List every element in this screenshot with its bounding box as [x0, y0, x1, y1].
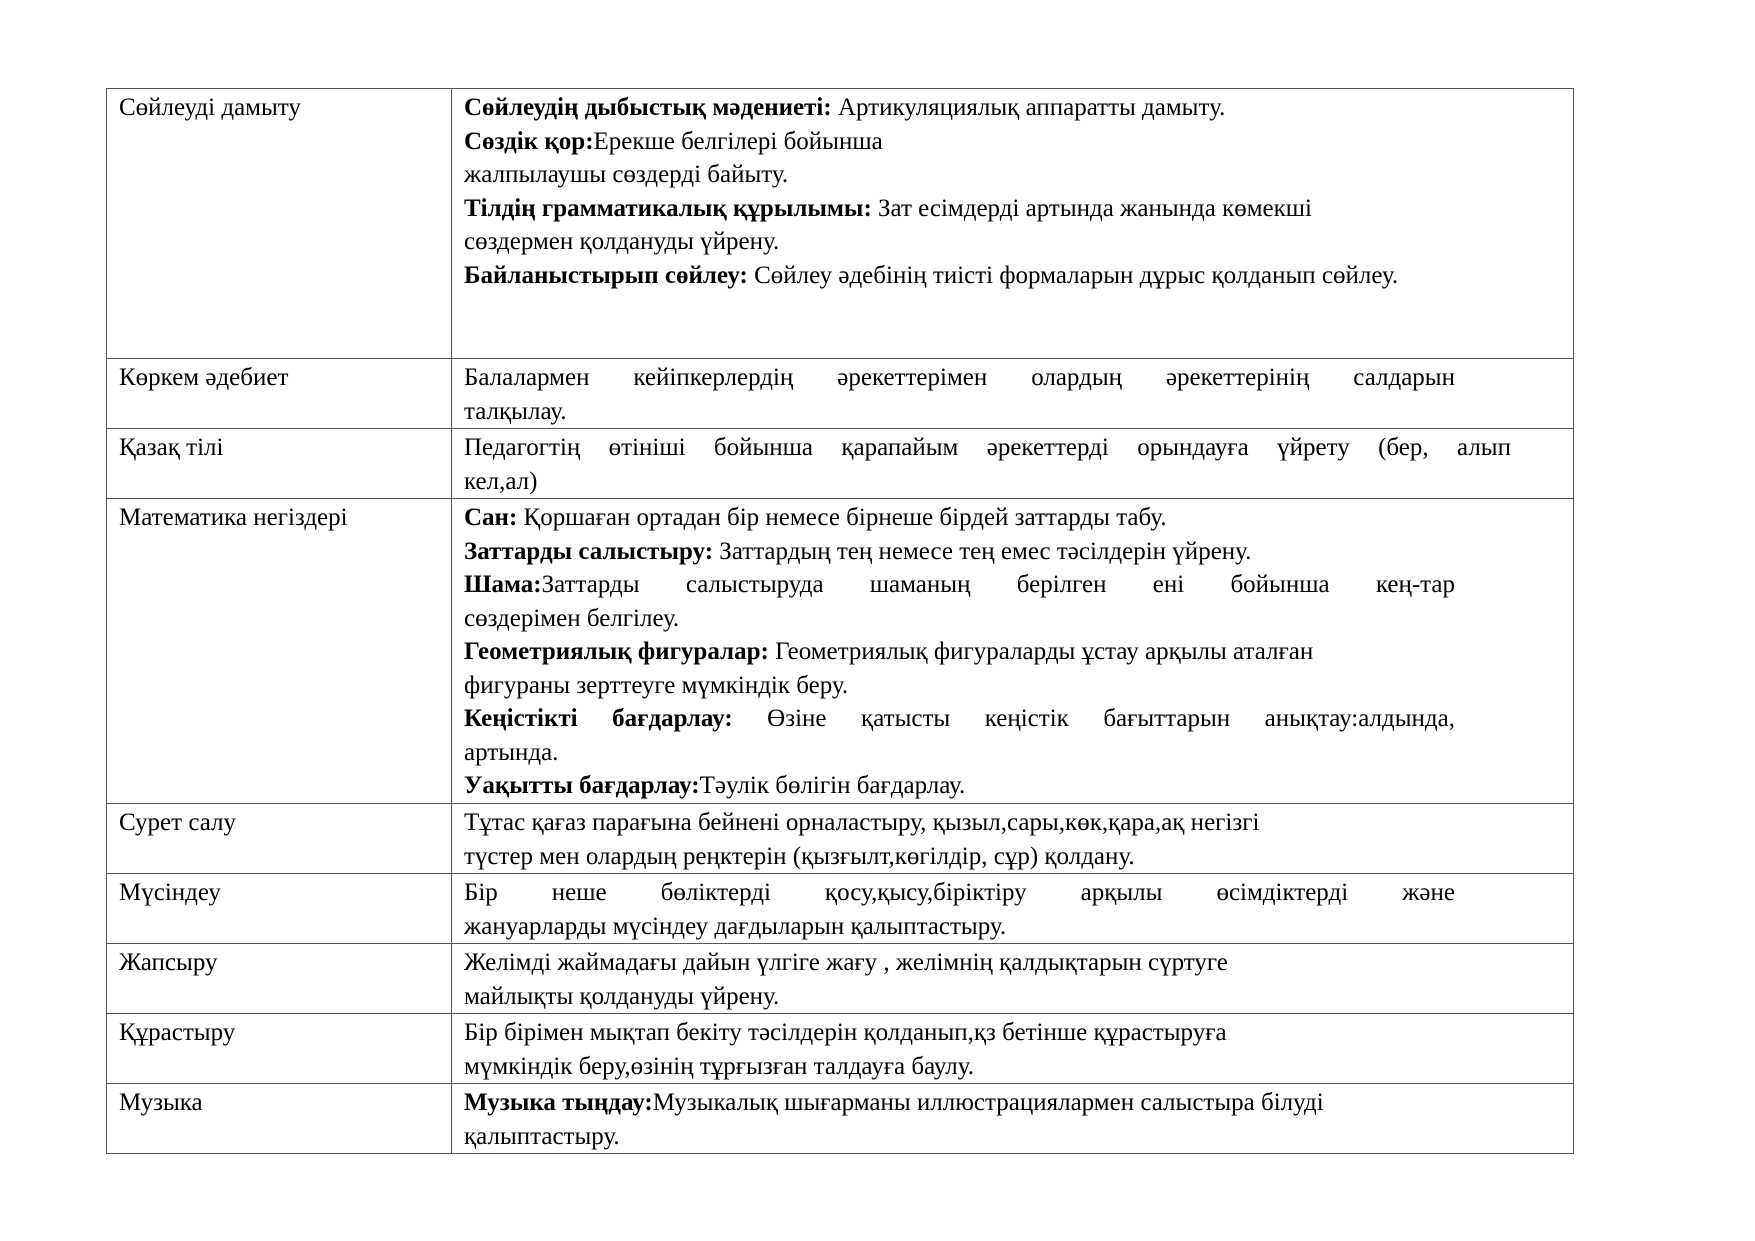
content-cell — [452, 89, 1574, 359]
curriculum-table — [106, 88, 1574, 1154]
section-heading: Уақытты бағдарлау: — [464, 772, 700, 799]
subject-label: Жапсыру — [119, 949, 218, 976]
section-heading: Кеңістікті бағдарлау: — [464, 705, 733, 732]
content-block — [464, 361, 1563, 428]
content-block — [464, 876, 1563, 943]
table-row — [107, 429, 1574, 499]
content-block — [464, 431, 1563, 498]
content-line — [464, 1086, 1563, 1120]
section-heading: Музыка тыңдау: — [464, 1089, 653, 1116]
content-line — [464, 91, 1563, 125]
content-block — [464, 946, 1563, 1013]
subject-cell — [107, 1014, 452, 1084]
content-block — [464, 806, 1563, 873]
line-text: жануарларды мүсіндеу дағдыларын қалыптастыру. — [464, 912, 1007, 940]
subject-label: Қазақ тілі — [119, 434, 224, 461]
subject-cell — [107, 944, 452, 1014]
content-line — [464, 158, 1563, 192]
subject-cell — [107, 874, 452, 944]
content-line — [464, 125, 1563, 159]
section-heading: Геометриялық фигуралар: — [464, 638, 769, 665]
table-row — [107, 499, 1574, 804]
subject-label: Сурет салу — [119, 809, 237, 836]
section-heading: Сөйлеудің дыбыстық мәдениеті: — [464, 94, 832, 121]
content-line — [464, 225, 1563, 259]
content-block — [464, 1016, 1563, 1083]
content-line — [464, 1050, 1563, 1084]
content-cell — [452, 499, 1574, 804]
content-block — [464, 91, 1563, 292]
content-line — [464, 946, 1563, 980]
content-line — [464, 876, 1455, 910]
table-row — [107, 89, 1574, 359]
content-line — [464, 769, 1455, 803]
content-line — [464, 465, 1511, 499]
line-text: Заттарды салыстыруда шаманың берілген ені бойынша кең-тар — [541, 571, 1455, 598]
line-text: Ерекше белгілері бойынша — [593, 127, 883, 155]
subject-label: Мүсіндеу — [119, 879, 221, 906]
line-text: Бір неше бөліктерді қосу,қысу,біріктіру арқылы өсімдіктерді және — [464, 879, 1455, 906]
subject-cell — [107, 804, 452, 874]
line-text: Тәулік бөлігін бағдарлау. — [699, 772, 966, 799]
line-text: Сөйлеу әдебінің тиісті формаларын дұрыс қолданып сөйлеу. — [747, 261, 1399, 289]
table-row — [107, 874, 1574, 944]
content-line — [464, 395, 1455, 429]
content-cell — [452, 429, 1574, 499]
line-text: жалпылаушы сөздерді байыту. — [464, 161, 789, 188]
subject-label: Музыка — [119, 1089, 203, 1116]
subject-label: Сөйлеуді дамыту — [119, 94, 301, 121]
section-heading: Шама: — [464, 571, 542, 598]
subject-cell — [107, 499, 452, 804]
line-text: Заттардың тең немесе тең емес тәсілдерін үйрену. — [713, 537, 1252, 565]
section-heading: Сан: — [464, 504, 518, 531]
content-line — [464, 1120, 1563, 1154]
subject-cell — [107, 429, 452, 499]
content-cell — [452, 1014, 1574, 1084]
content-line — [464, 840, 1563, 874]
line-text: Зат есімдерді артында жанында көмекші — [871, 194, 1312, 222]
subject-label: Көркем әдебиет — [119, 364, 289, 391]
content-line — [464, 980, 1563, 1014]
content-line — [464, 192, 1563, 226]
line-text: Бір бірімен мықтап бекіту тәсілдерін қолданып,қз бетінше құрастыруға — [464, 1019, 1227, 1046]
content-line — [464, 1016, 1563, 1050]
content-line — [464, 736, 1455, 770]
subject-cell — [107, 1084, 452, 1154]
table-row — [107, 359, 1574, 429]
line-text: қалыптастыру. — [464, 1122, 620, 1150]
section-heading: Тілдің грамматикалық құрылымы: — [464, 194, 872, 222]
line-text: Тұтас қағаз парағына бейнені орналастыру, қызыл,сары,көк,қара,ақ негізгі — [464, 809, 1260, 836]
content-cell — [452, 944, 1574, 1014]
content-line — [464, 259, 1563, 293]
section-heading: Заттарды салыстыру: — [464, 537, 714, 565]
table-row — [107, 1084, 1574, 1154]
table-row — [107, 1014, 1574, 1084]
line-text: Өзіне қатысты кеңістік бағыттарын анықтау:алдында, — [732, 705, 1455, 732]
content-line — [464, 635, 1455, 669]
table-body — [107, 89, 1574, 1154]
line-text: артында. — [464, 738, 559, 766]
line-text: сөздерімен белгілеу. — [464, 604, 680, 632]
line-text: талқылау. — [464, 397, 567, 425]
line-text: мүмкіндік беру,өзінің тұрғызған талдауға баулу. — [464, 1052, 975, 1080]
line-text: Балалармен кейіпкерлердің әрекеттерімен олардың әрекеттерінің салдарын — [464, 364, 1455, 391]
line-text: Музыкалық шығарманы иллюстрациялармен салыстыра білуді — [652, 1089, 1324, 1116]
section-heading: Байланыстырып сөйлеу: — [464, 261, 748, 289]
content-line — [464, 535, 1455, 569]
content-line — [464, 806, 1563, 840]
content-line — [464, 669, 1455, 703]
line-text: Желімді жаймадағы дайын үлгіге жағу , желімнің қалдықтарын сүртуге — [464, 949, 1228, 976]
line-text: сөздермен қолдануды үйрену. — [464, 228, 780, 255]
subject-label: Математика негіздері — [119, 504, 348, 531]
line-text: кел,ал) — [464, 467, 538, 495]
table-row — [107, 804, 1574, 874]
line-text: түстер мен олардың реңктерін (қызғылт,көгілдір, сұр) қолдану. — [464, 842, 1135, 870]
subject-cell — [107, 359, 452, 429]
content-line — [464, 431, 1511, 465]
content-cell — [452, 804, 1574, 874]
content-line — [464, 568, 1455, 602]
line-text: Педагогтің өтініші бойынша қарапайым әрекеттерді орындауға үйрету (бер, алып — [464, 434, 1511, 461]
content-line — [464, 702, 1455, 736]
content-line — [464, 910, 1455, 944]
line-text: Геометриялық фигураларды ұстау арқылы аталған — [768, 638, 1314, 665]
line-text: фигураны зерттеуге мүмкіндік беру. — [464, 671, 849, 699]
line-text: Қоршаған ортадан бір немесе бірнеше бірдей заттарды табу. — [517, 504, 1167, 531]
section-heading: Сөздік қор: — [464, 127, 594, 155]
content-cell — [452, 874, 1574, 944]
content-cell — [452, 1084, 1574, 1154]
line-text: майлықты қолдануды үйрену. — [464, 982, 780, 1010]
subject-label: Құрастыру — [119, 1019, 236, 1046]
content-line — [464, 602, 1455, 636]
content-block — [464, 1086, 1563, 1153]
content-block — [464, 501, 1563, 803]
subject-cell — [107, 89, 452, 359]
table-row — [107, 944, 1574, 1014]
content-line — [464, 501, 1455, 535]
content-cell — [452, 359, 1574, 429]
content-line — [464, 361, 1455, 395]
line-text: Артикуляциялық аппаратты дамыту. — [831, 94, 1226, 121]
